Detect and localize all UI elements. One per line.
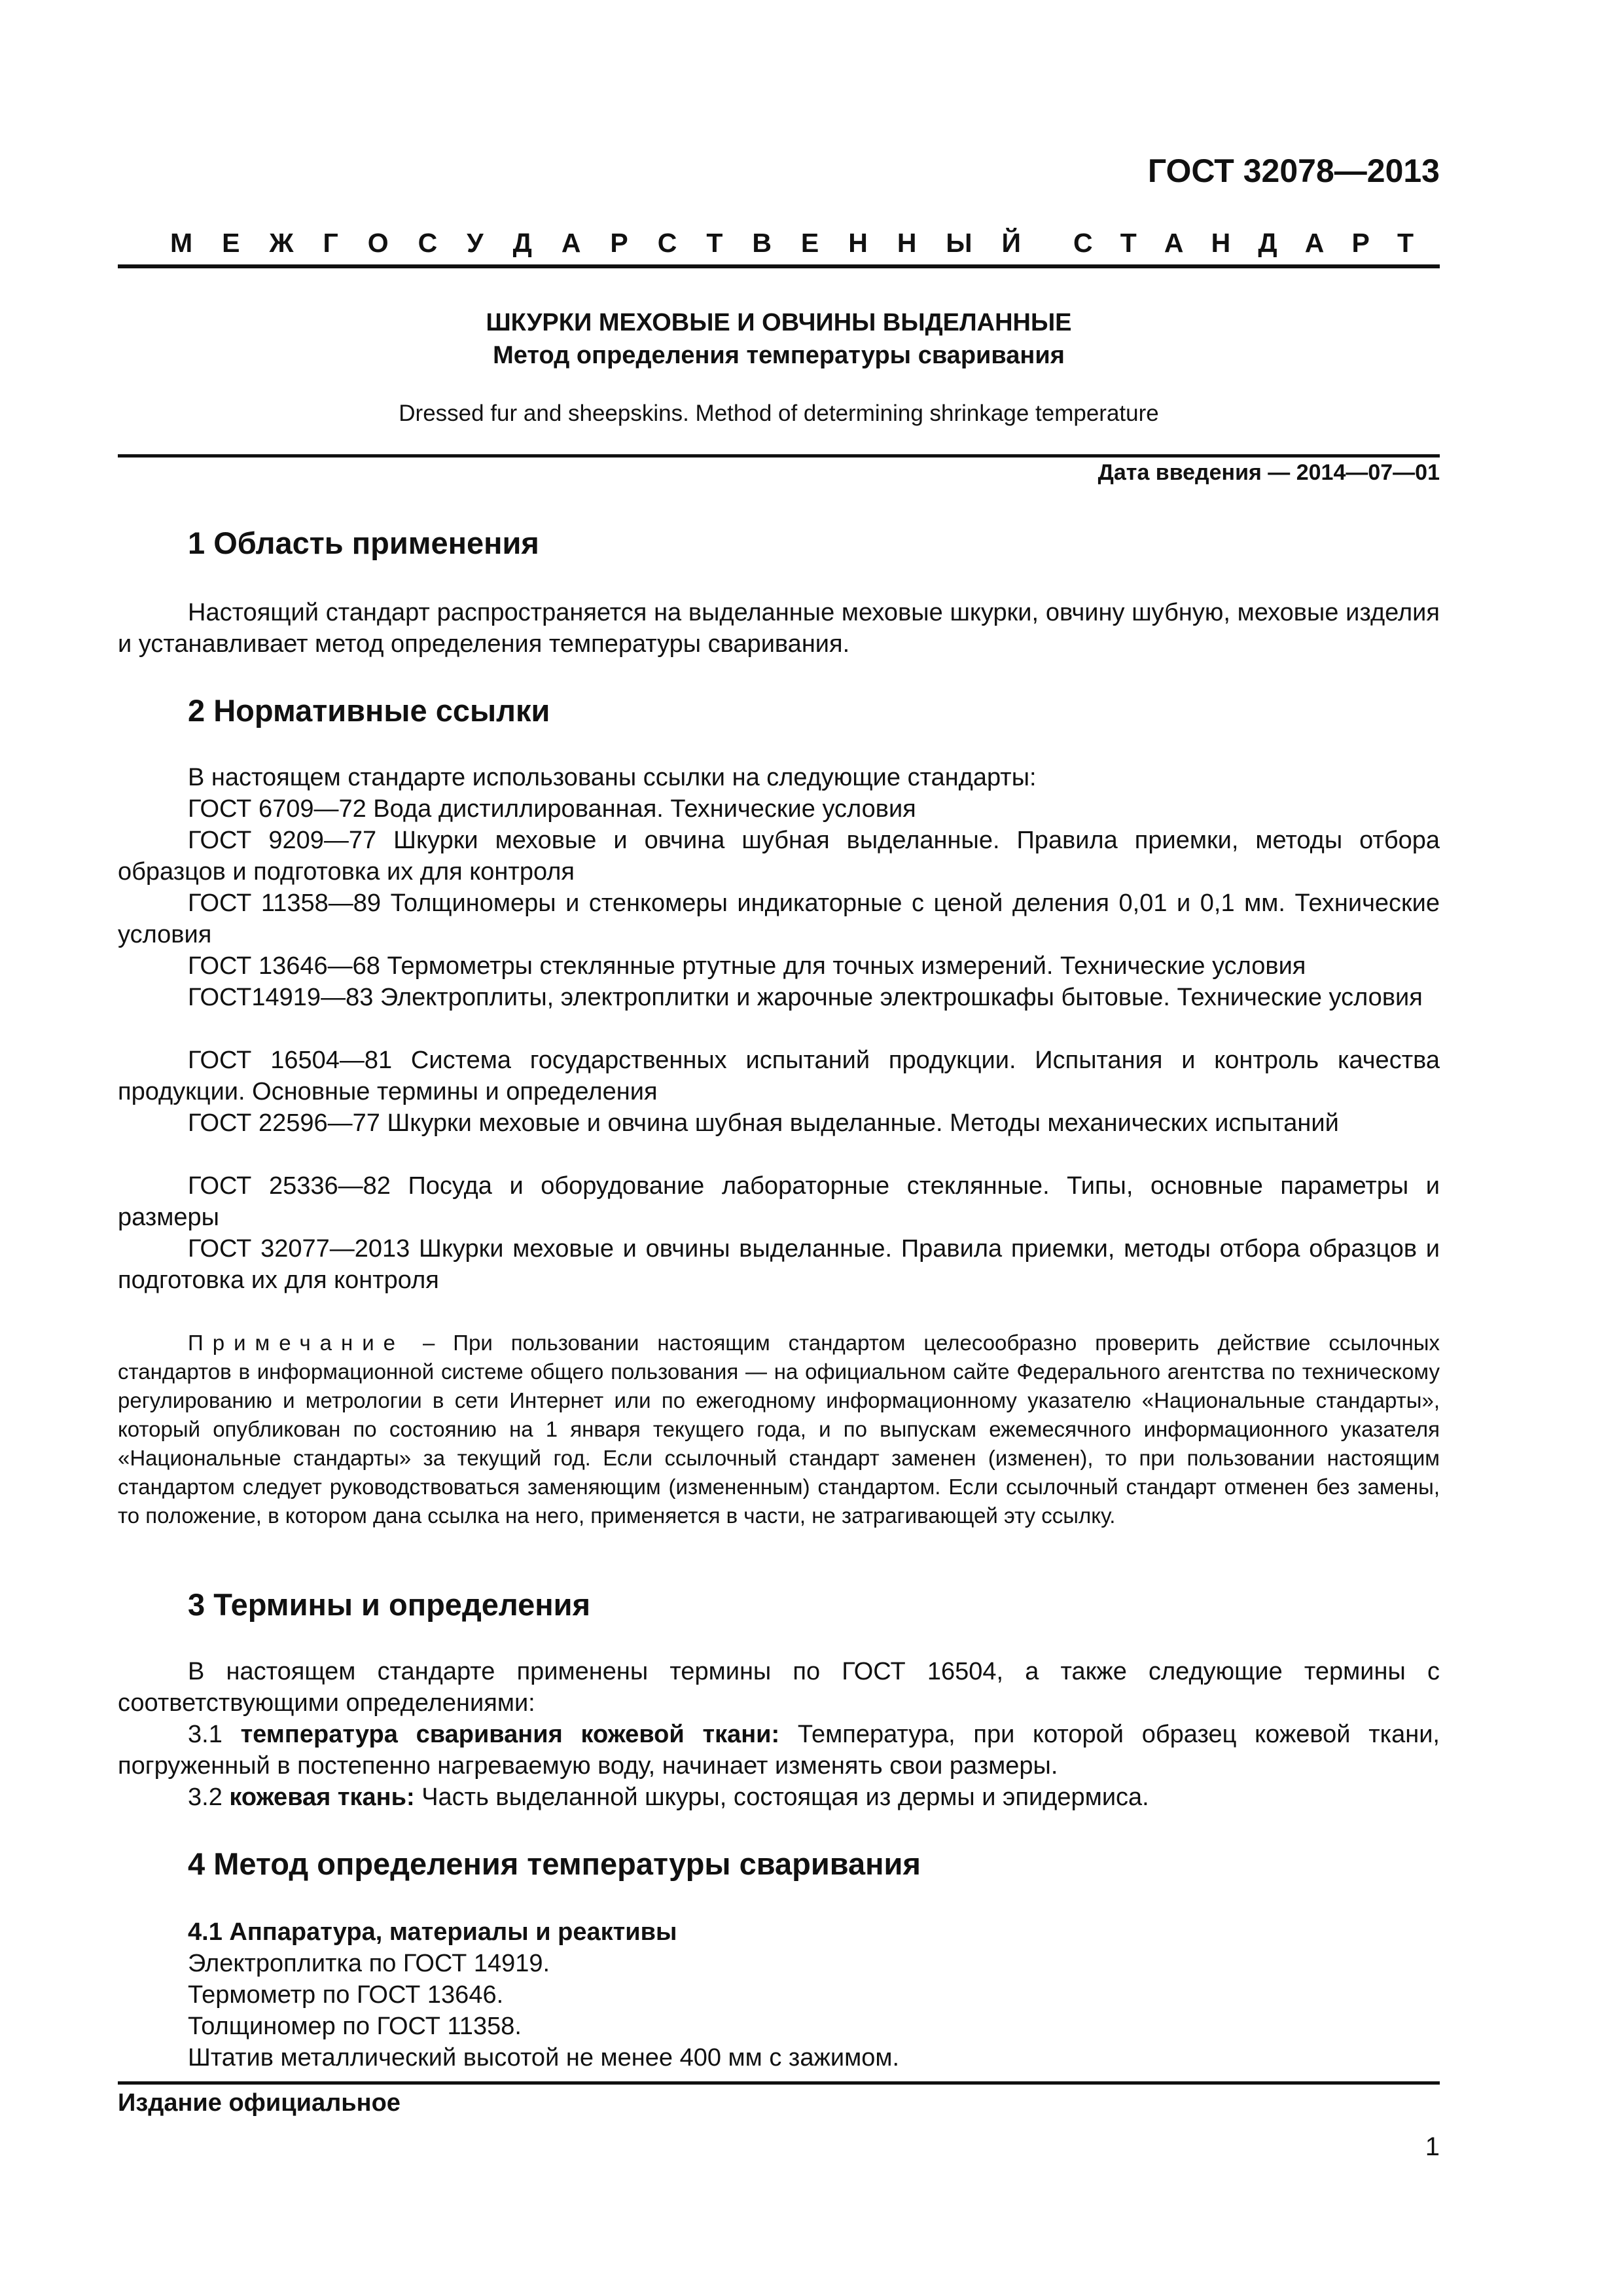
banner-letter: Т (1397, 228, 1414, 258)
reference-item: ГОСТ 16504—81 Система государственных испытаний продукции. Испытания и контроль качества продукции. Основные термины и определения (118, 1047, 1440, 1105)
banner-letter: Н (848, 228, 868, 258)
term-number: 3.2 (188, 1784, 230, 1811)
note (118, 1329, 1440, 1530)
banner-letter: Н (1211, 228, 1231, 258)
interstate-standard-banner (170, 228, 1414, 259)
definition: Часть выделанной шкуры, состоящая из дермы и эпидермиса. (414, 1784, 1149, 1811)
term-definition (118, 1782, 1440, 1813)
note-text: – При пользовании настоящим стандартом целесообразно проверить действие ссылочных стандартов в информационной системе общего пользования — на официальном сайте Федерального агентства по техническому регулированию и метрологии в сети Интернет или по ежегодному информационному указателю «Национальные стандарты», который опубликован по состоянию на 1 января текущего года, и по выпускам ежемесячного информационного указателя «Национальные стандарты» за текущий год. Если ссылочный стандарт заменен (изменен), то при пользовании настоящим стандартом следует руководствоваться заменяющим (измененным) стандартом. Если ссылочный стандарт отменен без замены, то положение, в котором дана ссылка на него, применяется в части, не затрагивающей эту ссылку. (118, 1331, 1440, 1528)
paragraph: В настоящем стандарте применены термины по ГОСТ 16504, а также следующие термины с соответствующими определениями: (118, 1658, 1440, 1717)
definition: Температура, при которой образец кожевой ткани, погруженный в постепенно нагреваемую воду, начинает изменять свои размеры. (118, 1721, 1440, 1780)
banner-letter: С (657, 228, 677, 258)
note-label: Примечание (188, 1331, 405, 1355)
title-rule (118, 454, 1440, 457)
banner-letter: Н (897, 228, 917, 258)
list-item: Толщиномер по ГОСТ 11358. (188, 2013, 522, 2040)
banner-letter: Д (1258, 228, 1277, 258)
list-item: Штатив металлический высотой не менее 400 мм с зажимом. (188, 2044, 900, 2072)
footer-rule (118, 2081, 1440, 2085)
paragraph: В настоящем стандарте использованы ссылки на следующие стандарты: (188, 764, 1037, 791)
reference-item: ГОСТ 11358—89 Толщиномеры и стенкомеры индикаторные с ценой деления 0,01 и 0,1 мм. Технические условия (118, 889, 1440, 948)
section-heading: 4 Метод определения температуры сваривания (188, 1846, 921, 1881)
document-page (118, 0, 1440, 2296)
list-item: Термометр по ГОСТ 13646. (188, 1981, 504, 2009)
reference-item: ГОСТ 13646—68 Термометры стеклянные ртутные для точных измерений. Технические условия (188, 952, 1306, 980)
section-heading: 3 Термины и определения (188, 1587, 590, 1622)
english-title: Dressed fur and sheepskins. Method of determining shrinkage temperature (399, 401, 1159, 426)
subsection-heading: 4.1 Аппаратура, материалы и реактивы (188, 1918, 677, 1946)
banner-letter: А (1164, 228, 1184, 258)
document-title: ШКУРКИ МЕХОВЫЕ И ОВЧИНЫ ВЫДЕЛАННЫЕ (486, 309, 1072, 336)
reference-item: ГОСТ 32077—2013 Шкурки меховые и овчины выделанные. Правила приемки, методы отбора образцов и подготовка их для контроля (118, 1235, 1440, 1294)
edition-label: Издание официальное (118, 2089, 401, 2117)
reference-item: ГОСТ 9209—77 Шкурки меховые и овчина шубная выделанные. Правила приемки, методы отбора образцов и подготовка их для контроля (118, 827, 1440, 886)
banner-letter: В (752, 228, 772, 258)
term-number: 3.1 (188, 1721, 241, 1748)
document-code: ГОСТ 32078—2013 (1147, 152, 1440, 189)
banner-letter: Ы (946, 228, 972, 258)
banner-letter: М (170, 228, 193, 258)
banner-letter: У (467, 228, 484, 258)
banner-letter: Д (512, 228, 532, 258)
page-number: 1 (1425, 2132, 1440, 2161)
banner-letter: А (1304, 228, 1325, 258)
banner-letter: Р (1351, 228, 1370, 258)
banner-letter: Й (1001, 228, 1021, 258)
introduction-date: Дата введения — 2014—07—01 (1097, 460, 1440, 485)
banner-letter: С (418, 228, 438, 258)
document-subtitle: Метод определения температуры сваривания (493, 342, 1065, 369)
term: кожевая ткань: (229, 1784, 415, 1811)
banner-letter: Е (222, 228, 240, 258)
banner-letter: С (1073, 228, 1093, 258)
banner-letter: О (367, 228, 389, 258)
header-rule (118, 264, 1440, 268)
reference-item: ГОСТ 6709—72 Вода дистиллированная. Технические условия (188, 795, 916, 823)
term-definition (118, 1719, 1440, 1782)
term: температура сваривания кожевой ткани: (240, 1721, 780, 1748)
section-heading: 1 Область применения (188, 526, 539, 560)
banner-letter: Г (323, 228, 338, 258)
reference-item: ГОСТ 22596—77 Шкурки меховые и овчина шубная выделанные. Методы механических испытаний (188, 1109, 1339, 1137)
list-item: Электроплитка по ГОСТ 14919. (188, 1950, 550, 1977)
banner-letter: Ж (269, 228, 294, 258)
banner-letter: А (561, 228, 581, 258)
reference-item: ГОСТ14919—83 Электроплиты, электроплитки и жарочные электрошкафы бытовые. Технические условия (188, 984, 1423, 1011)
section-heading: 2 Нормативные ссылки (188, 693, 550, 728)
reference-item: ГОСТ 25336—82 Посуда и оборудование лабораторные стеклянные. Типы, основные параметры и размеры (118, 1172, 1440, 1231)
banner-letter: Т (1120, 228, 1137, 258)
banner-letter: Е (800, 228, 819, 258)
banner-word-interstate (170, 228, 1021, 259)
title-block (118, 306, 1440, 427)
banner-word-standard (1073, 228, 1414, 259)
banner-letter: Т (706, 228, 723, 258)
paragraph: Настоящий стандарт распространяется на выделанные меховые шкурки, овчину шубную, меховые изделия и устанавливает метод определения температуры сваривания. (118, 599, 1440, 658)
banner-letter: Р (610, 228, 628, 258)
